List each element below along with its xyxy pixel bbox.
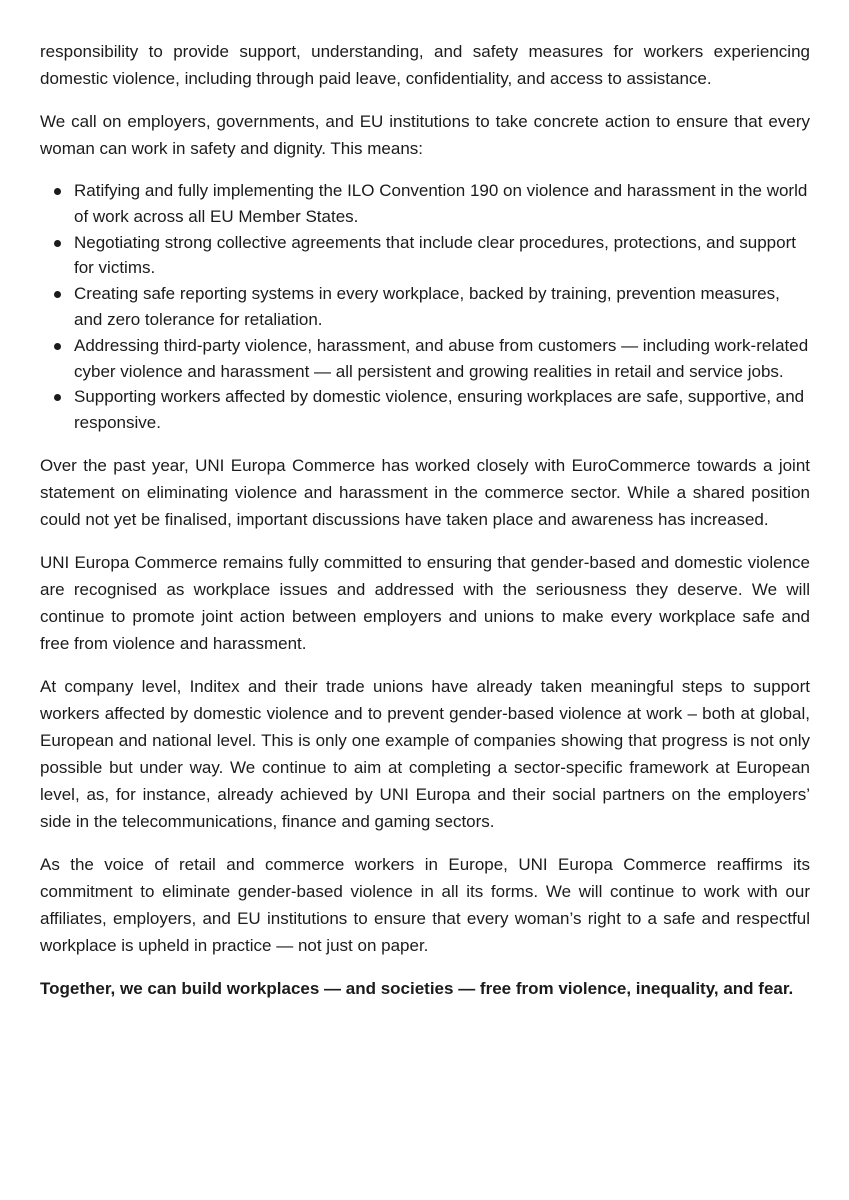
bullet-icon: [54, 291, 61, 298]
bullet-icon: [54, 343, 61, 350]
paragraph-support-measures: responsibility to provide support, understanding, and safety measures for workers experiencing domestic violence, including through paid leave, confidentiality, and access to assistance.: [40, 42, 810, 88]
list-item: [40, 384, 810, 436]
paragraph-inditex: At company level, Inditex and their trade unions have already taken meaningful steps to support workers affected by domestic violence and to prevent gender-based violence at work – both at global, European and national level. This is only one example of companies showing that progress is not only possible but under way. We continue to aim at completing a sector-specific framework at European level, as, for instance, already achieved by UNI Europa and their social partners on the employers’ side in the telecommunications, finance and gaming sectors.: [40, 676, 810, 831]
list-item: [40, 230, 810, 282]
paragraph-eurocommerce: Over the past year, UNI Europa Commerce has worked closely with EuroCommerce towards a joint statement on eliminating violence and harassment in the commerce sector. While a shared position could not yet be finalised, important discussions have taken place and awareness has increased.: [40, 455, 810, 529]
paragraph-call-to-action: We call on employers, governments, and EU institutions to take concrete action to ensure that every woman can work in safety and dignity. This means:: [40, 112, 810, 158]
list-item: [40, 281, 810, 333]
list-item-text: Addressing third-party violence, harassment, and abuse from customers — including work-related cyber violence and harassment — all persistent and growing realities in retail and service jobs.: [74, 335, 809, 381]
document-page: [40, 38, 810, 1002]
list-item-text: Ratifying and fully implementing the ILO Convention 190 on violence and harassment in the world of work across all EU Member States.: [74, 181, 808, 226]
list-item-text: Negotiating strong collective agreements that include clear procedures, protections, and support for victims.: [74, 232, 796, 278]
paragraph-voice-of-workers: As the voice of retail and commerce workers in Europe, UNI Europa Commerce reaffirms its commitment to eliminate gender-based violence in all its forms. We will continue to work with our affiliates, employers, and EU institutions to ensure that every woman’s right to a safe and respectful workplace is upheld in practice — not just on paper.: [40, 854, 810, 955]
list-item: [40, 178, 810, 230]
list-item-text: Creating safe reporting systems in every workplace, backed by training, prevention measures, and zero tolerance for retaliation.: [74, 284, 780, 329]
list-item: [40, 333, 810, 385]
paragraph-commitment: UNI Europa Commerce remains fully committed to ensuring that gender-based and domestic violence are recognised as workplace issues and addressed with the seriousness they deserve. We will continue to promote joint action between employers and unions to make every workplace safe and free from violence and harassment.: [40, 552, 810, 653]
action-list: [40, 178, 810, 436]
bullet-icon: [54, 188, 61, 195]
closing-statement: Together, we can build workplaces — and societies — free from violence, inequality, and fear.: [40, 978, 794, 998]
bullet-icon: [54, 240, 61, 247]
bullet-icon: [54, 394, 61, 401]
list-item-text: Supporting workers affected by domestic violence, ensuring workplaces are safe, supportive, and responsive.: [74, 387, 805, 433]
